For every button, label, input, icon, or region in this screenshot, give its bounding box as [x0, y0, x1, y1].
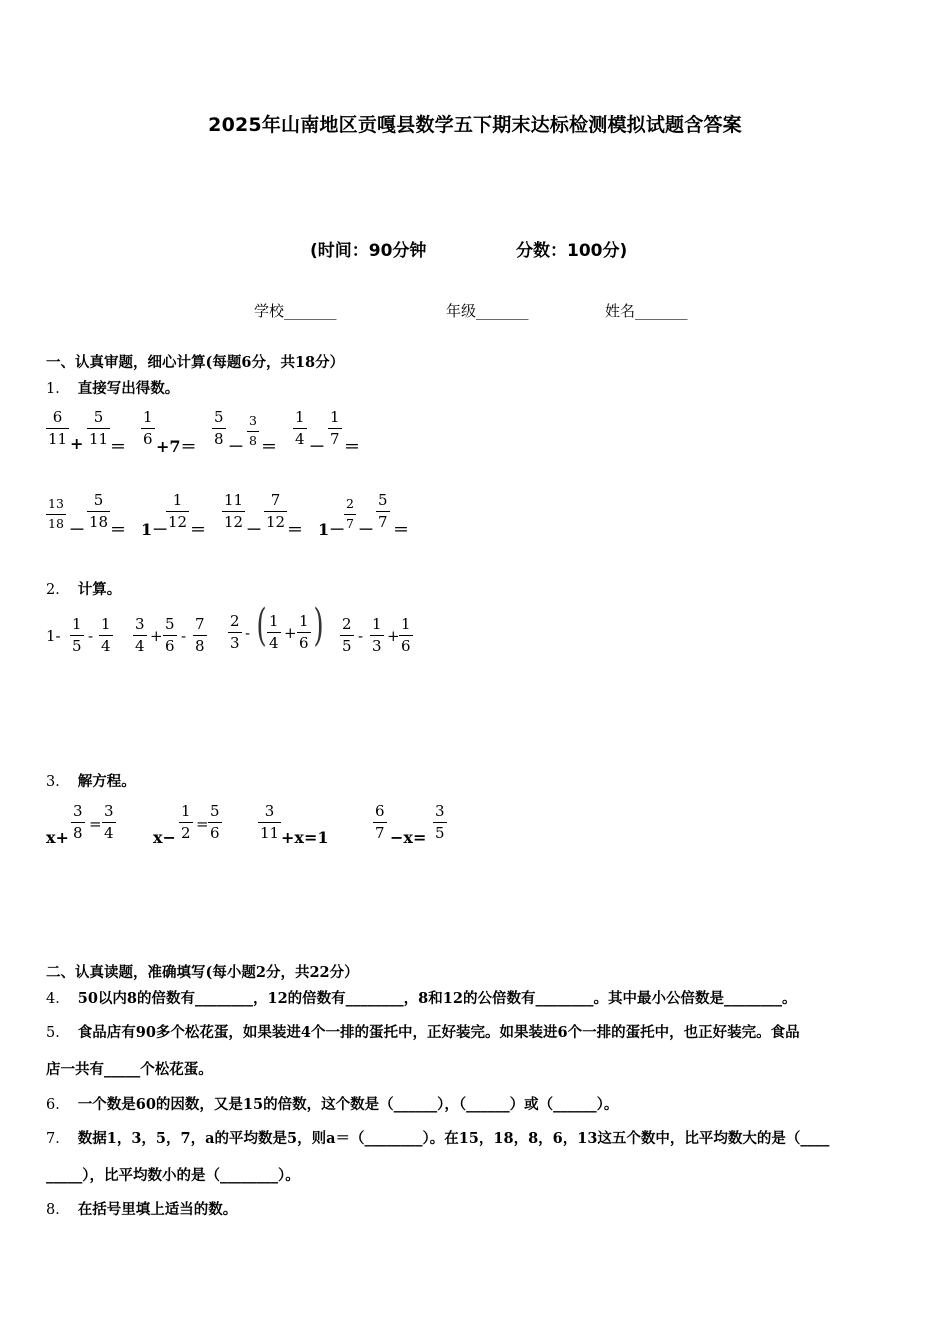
exam-score: 分数：100分)	[516, 241, 628, 261]
fraction: $\frac{1}{3}$	[372, 615, 382, 655]
question-text: 50以内8的倍数有________，12的倍数有________，8和12的公倍数有________。其中最小公倍数是________。	[77, 990, 797, 1007]
operator: x+	[46, 828, 69, 847]
operator: +	[387, 627, 400, 645]
fraction: $\frac{7}{8}$	[195, 615, 205, 655]
right-parenthesis: )	[313, 600, 324, 651]
question-5	[46, 1021, 800, 1042]
fraction: $\frac{2}{7}$	[346, 496, 354, 531]
operator: 1－	[318, 520, 346, 539]
equals-sign: ＝	[190, 520, 207, 539]
question-number: 3．	[46, 774, 70, 790]
question-text: 一个数是60的因数，又是15的倍数，这个数是（______），（______）或（______）。	[77, 1096, 619, 1113]
fraction: $\frac{1}{6}$	[401, 615, 411, 655]
fraction: $\frac{3}{4}$	[135, 615, 145, 655]
question-number: 1．	[46, 381, 70, 397]
exam-time: (时间：90分钟	[310, 241, 427, 261]
question-5-continued: 店一共有_____个松花蛋。	[46, 1061, 213, 1078]
question-text: 食品店有90多个松花蛋，如果装进4个一排的蛋托中，正好装完。如果装进6个一排的蛋托中，也正好装完。食品	[77, 1024, 800, 1041]
question-6	[46, 1093, 618, 1114]
operator: x−	[153, 828, 176, 847]
equals-sign: ＝	[393, 520, 410, 539]
equals-sign: ＝	[110, 437, 127, 456]
fraction: $\frac{6}{11}$	[48, 408, 68, 448]
grade-field: 年级_______	[446, 302, 529, 320]
operator: －	[309, 437, 326, 456]
fraction: $\frac{5}{7}$	[378, 491, 388, 531]
operator: -	[358, 627, 364, 645]
fraction: $\frac{6}{7}$	[375, 802, 385, 842]
fraction: $\frac{1}{5}$	[72, 615, 82, 655]
question-4	[46, 987, 796, 1008]
section-1-heading: 一、认真审题，细心计算(每题6分，共18分）	[46, 354, 345, 371]
operator: 1－	[141, 520, 169, 539]
operator: +	[150, 627, 163, 645]
fraction: $\frac{5}{6}$	[165, 615, 175, 655]
fraction: $\frac{1}{4}$	[295, 408, 305, 448]
school-field: 学校_______	[254, 302, 337, 320]
operator: +x=1	[281, 828, 329, 847]
question-number: 8．	[46, 1202, 70, 1218]
question-number: 5．	[46, 1025, 70, 1041]
fraction: $\frac{1}{4}$	[101, 615, 111, 655]
fraction: $\frac{2}{3}$	[230, 612, 240, 652]
fraction: $\frac{5}{8}$	[214, 408, 224, 448]
equals-sign: ＝	[110, 520, 127, 539]
fraction: $\frac{13}{18}$	[48, 496, 64, 531]
equals-sign: ＝	[287, 520, 304, 539]
operator: -	[245, 624, 251, 642]
equals-sign: =	[89, 815, 102, 833]
fraction: $\frac{1}{12}$	[168, 491, 188, 531]
question-text: 在括号里填上适当的数。	[77, 1201, 238, 1218]
question-number: 6．	[46, 1097, 70, 1113]
equals-sign: ＝	[344, 437, 361, 456]
question-text: 解方程。	[77, 773, 136, 790]
operator: －	[228, 437, 245, 456]
question-number: 2．	[46, 582, 70, 598]
operator: +	[70, 434, 84, 453]
equals-sign: =	[196, 815, 209, 833]
operator: −x=	[390, 828, 427, 847]
question-text: 直接写出得数。	[77, 380, 180, 397]
question-3	[46, 770, 136, 791]
fraction: $\frac{7}{12}$	[266, 491, 286, 531]
operator: －	[69, 520, 86, 539]
left-parenthesis: (	[256, 600, 267, 651]
fraction: $\frac{2}{5}$	[342, 615, 352, 655]
question-1	[46, 377, 179, 398]
operator: －	[358, 520, 375, 539]
operator: +	[284, 624, 297, 642]
fraction: $\frac{5}{11}$	[89, 408, 109, 448]
question-7	[46, 1127, 829, 1148]
page-title: 2025年山南地区贡嘎县数学五下期末达标检测模拟试题含答案	[208, 114, 742, 136]
question-number: 7．	[46, 1131, 70, 1147]
equals-sign: ＝	[261, 437, 278, 456]
fraction: $\frac{1}{4}$	[269, 612, 279, 652]
operator: －	[246, 520, 263, 539]
question-7-continued: _____），比平均数小的是（________）。	[46, 1167, 300, 1184]
question-8	[46, 1198, 237, 1219]
fraction: $\frac{1}{6}$	[299, 612, 309, 652]
fraction: $\frac{3}{8}$	[73, 802, 83, 842]
fraction: $\frac{3}{4}$	[104, 802, 114, 842]
fraction: $\frac{5}{6}$	[210, 802, 220, 842]
fraction: $\frac{3}{11}$	[260, 802, 280, 842]
section-2-heading: 二、认真读题，准确填写(每小题2分，共22分）	[46, 964, 359, 981]
operator: +7＝	[156, 437, 197, 456]
operator: 1-	[46, 627, 61, 645]
fraction: $\frac{1}{6}$	[143, 408, 153, 448]
fraction: $\frac{1}{7}$	[330, 408, 340, 448]
name-field: 姓名_______	[605, 302, 688, 320]
question-text: 数据1，3，5，7，a的平均数是5，则a＝（________）。在15，18，8，6，13这五个数中，比平均数大的是（____	[77, 1130, 830, 1147]
question-2	[46, 578, 121, 599]
fraction: $\frac{1}{2}$	[181, 802, 191, 842]
question-text: 计算。	[77, 581, 122, 598]
operator: -	[181, 627, 187, 645]
fraction: $\frac{3}{5}$	[435, 802, 445, 842]
fraction: $\frac{11}{12}$	[224, 491, 244, 531]
question-number: 4．	[46, 991, 70, 1007]
fraction: $\frac{5}{18}$	[89, 491, 109, 531]
fraction: $\frac{3}{8}$	[249, 413, 257, 448]
operator: -	[88, 627, 94, 645]
